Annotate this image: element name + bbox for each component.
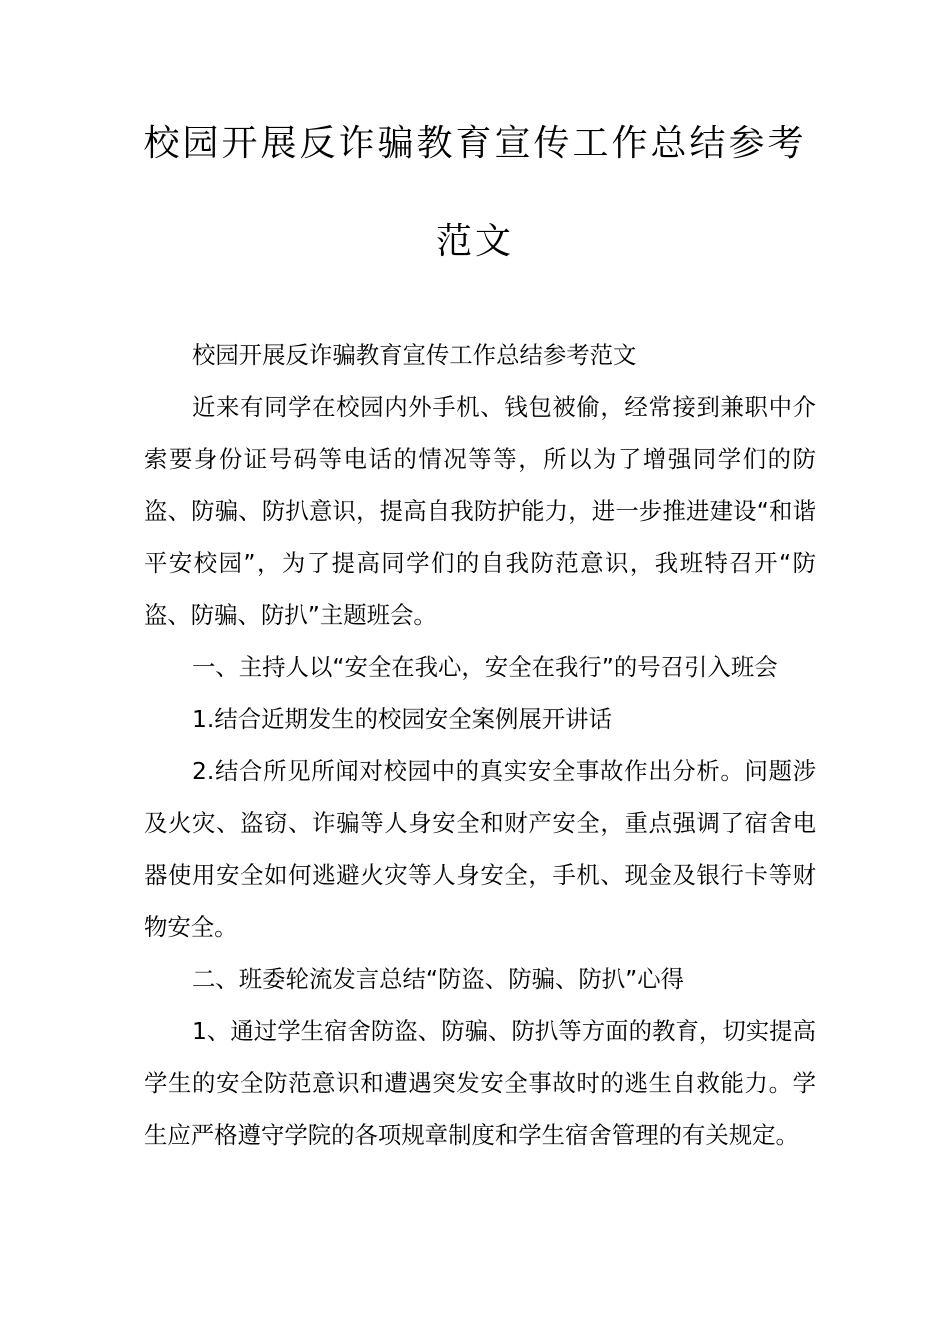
paragraph-section-2-heading: 二、班委轮流发言总结“防盗、防骗、防扒”心得 bbox=[192, 965, 685, 993]
paragraph-item-1: 1.结合近期发生的校园安全案例展开讲话 bbox=[192, 705, 612, 733]
document-title-line-2: 范文 bbox=[435, 221, 514, 262]
document-title-line-1: 校园开展反诈骗教育宣传工作总结参考 bbox=[143, 123, 807, 164]
paragraph-section-2-item-1: 1、通过学生宿舍防盗、防骗、防扒等方面的教育，切实提高学生的安全防范意识和遭遇突发安全事故时的逃生自救能力。学生应严格遵守学院的各项规章制度和学生宿舍管理的有关规定。 bbox=[144, 1017, 816, 1149]
paragraph-item-2: 2.结合所见所闻对校园中的真实安全事故作出分析。问题涉及火灾、盗窃、诈骗等人身安全和财产安全，重点强调了宿舍电器使用安全如何逃避火灾等人身安全，手机、现金及银行卡等财物安全。 bbox=[144, 757, 816, 941]
paragraph-subtitle: 校园开展反诈骗教育宣传工作总结参考范文 bbox=[192, 341, 637, 369]
paragraph-intro: 近来有同学在校园内外手机、钱包被偷，经常接到兼职中介索要身份证号码等电话的情况等等，所以为了增强同学们的防盗、防骗、防扒意识，提高自我防护能力，进一步推进建设“和谐平安校园”，为了提高同学们的自我防范意识，我班特召开“防盗、防骗、防扒”主题班会。 bbox=[144, 393, 816, 629]
paragraph-section-1-heading: 一、主持人以“安全在我心，安全在我行”的号召引入班会 bbox=[192, 653, 778, 681]
document-body bbox=[144, 329, 816, 1161]
